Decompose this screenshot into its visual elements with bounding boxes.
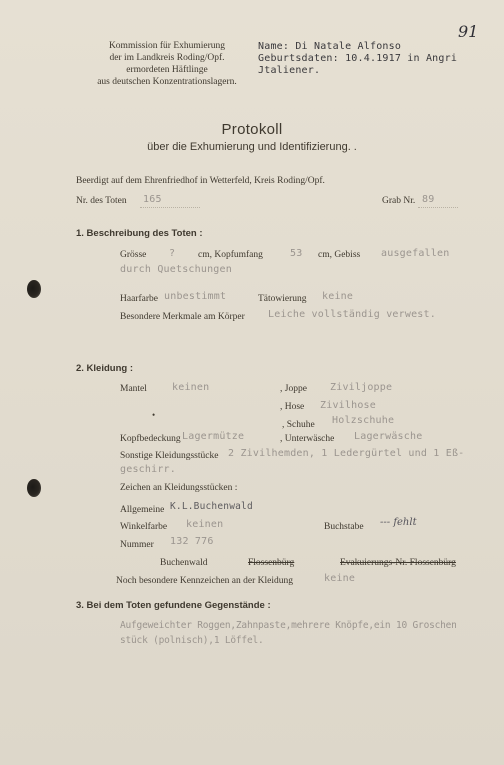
kopfbedeckung-label: Kopfbedeckung (120, 434, 181, 444)
groesse-value: ? (169, 248, 176, 259)
winkelfarbe-label: Winkelfarbe (120, 522, 168, 532)
grab-nr-label: Grab Nr. (382, 196, 416, 206)
punch-hole-lower (27, 479, 41, 497)
toten-nr-value: 165 (143, 194, 162, 205)
punch-hole-upper (27, 280, 41, 298)
buchstabe-label: Buchstabe (324, 522, 364, 532)
taetowierung-value: keine (322, 291, 354, 302)
commission-line-2: der im Landkreis Roding/Opf. (109, 53, 225, 63)
taetowierung-label: Tätowierung (258, 294, 307, 304)
section3-heading: 3. Bei dem Toten gefundene Gegenstände : (76, 600, 271, 611)
commission-line-3: ermordeten Häftlinge (126, 65, 208, 75)
haarfarbe-value: unbestimmt (164, 291, 227, 302)
mantel-value: keinen (172, 382, 210, 393)
page-number: 91 (458, 22, 479, 41)
kopfumfang-value: 53 (290, 248, 303, 259)
person-name: Name: Di Natale Alfonso (258, 41, 402, 52)
protocol-title: Protokoll (221, 121, 283, 138)
person-birth: Geburtsdaten: 10.4.1917 in Angri (258, 53, 458, 64)
allgemeine-label: Allgemeine (120, 505, 165, 515)
kopfbedeckung-value: Lagermütze (182, 431, 245, 442)
camp-evakuierung: Evakuierungs-Nr. Flossenbürg (340, 558, 456, 568)
commission-line-1: Kommission für Exhumierung (108, 41, 226, 51)
nummer-label: Nummer (120, 540, 154, 550)
joppe-value: Ziviljoppe (330, 382, 393, 393)
unterwaesche-value: Lagerwäsche (354, 431, 423, 442)
burial-place: Beerdigt auf dem Ehrenfriedhof in Wetterfeld, Kreis Roding/Opf. (76, 176, 325, 186)
toten-nr-label: Nr. des Toten (76, 196, 127, 206)
unterwaesche-label: , Unterwäsche (280, 434, 335, 444)
mantel-label: Mantel (120, 384, 147, 394)
sonstige-continued: geschirr. (120, 464, 176, 475)
sonstige-label: Sonstige Kleidungsstücke (120, 451, 219, 461)
gebiss-value: ausgefallen (381, 248, 450, 259)
nummer-value: 132 776 (170, 536, 214, 547)
schuhe-value: Holzschuhe (332, 415, 395, 426)
section1-heading: 1. Beschreibung des Toten : (76, 228, 203, 239)
hose-value: Zivilhose (320, 400, 376, 411)
items-line-2: stück (polnisch),1 Löffel. (120, 635, 264, 646)
tick-mark: • (152, 410, 156, 420)
items-line-1: Aufgeweichter Roggen,Zahnpaste,mehrere Knöpfe,ein 10 Groschen (120, 620, 457, 631)
camp-buchenwald: Buchenwald (160, 558, 208, 568)
protocol-subtitle: über die Exhumierung und Identifizierung. . (147, 141, 357, 153)
gebiss-continued: durch Quetschungen (120, 264, 232, 275)
groesse-label: Grösse (120, 250, 147, 260)
buchstabe-value: --- fehlt (380, 517, 417, 528)
camp-flossenbuerg: Flossenbürg (248, 558, 295, 568)
section2-heading: 2. Kleidung : (76, 363, 133, 374)
merkmale-label: Besondere Merkmale am Körper (120, 312, 245, 322)
winkelfarbe-value: keinen (186, 519, 224, 530)
kennzeichen-label: Noch besondere Kennzeichen an der Kleidung (116, 576, 293, 586)
joppe-label: , Joppe (280, 384, 307, 394)
hose-label: , Hose (280, 402, 305, 412)
schuhe-label: , Schuhe (282, 420, 315, 430)
merkmale-value: Leiche vollständig verwest. (268, 309, 436, 320)
sonstige-value: 2 Zivilhemden, 1 Ledergürtel und 1 Eß- (228, 448, 465, 459)
grab-nr-value: 89 (422, 194, 435, 205)
person-nationality: Jtaliener. (258, 65, 321, 76)
gebiss-label: cm, Gebiss (318, 250, 361, 260)
allgemeine-value: K.L.Buchenwald (170, 501, 253, 512)
kopfumfang-label: cm, Kopfumfang (198, 250, 263, 260)
zeichen-label: Zeichen an Kleidungsstücken : (120, 483, 238, 493)
kennzeichen-value: keine (324, 573, 356, 584)
haarfarbe-label: Haarfarbe (120, 294, 158, 304)
commission-line-4: aus deutschen Konzentrationslagern. (97, 77, 237, 87)
